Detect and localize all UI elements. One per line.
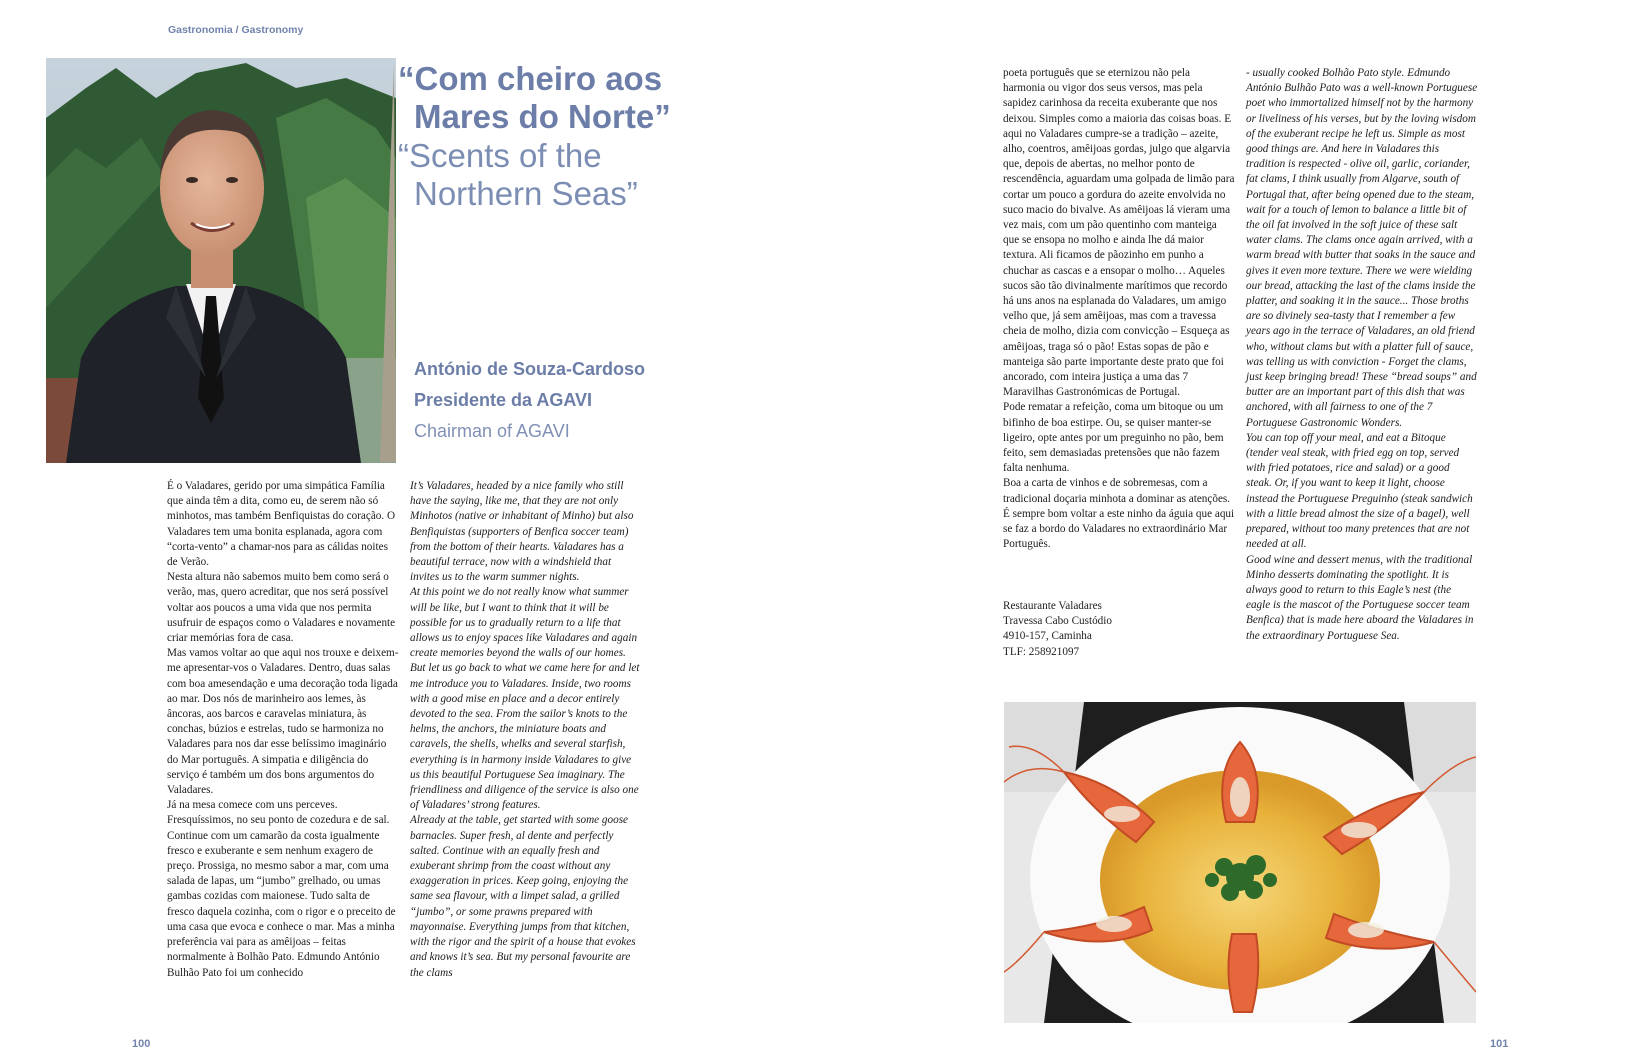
title-pt-line-2: Mares do Norte” xyxy=(414,98,671,135)
article-column-pt-2 xyxy=(1003,66,1235,553)
paragraph: Nesta altura não sabemos muito bem como será o verão, mas, quero acreditar, que nos será possível voltar aos poucos a uma vida que nos permita usufruir de espaços como o Valadares e novamente criar memórias fora de casa. xyxy=(167,571,396,645)
author-role-en: Chairman of AGAVI xyxy=(414,421,570,441)
paragraph: Boa a carta de vinhos e de sobremesas, com a tradicional doçaria minhota a dominar as atenções. É sempre bom voltar a este ninho da águia que aqui se faz a bordo do Valadares no extraordinário Mar Português. xyxy=(1003,477,1235,551)
paragraph: Mas vamos voltar ao que aqui nos trouxe e deixem-me apresentar-vos o Valadares. Dentro, duas salas com boa amesendação e uma decoração toda ligada ao mar. Dos nós de marinheiro aos lemes, às âncoras, aos barcos e caravelas miniatura, às conchas, búzios e estrelas, tudo se harmoniza no Valadares para nos dar esse belíssimo imaginário do Mar português. A simpatia e diligência do serviço é também um dos bons argumentos do Valadares. xyxy=(167,647,399,797)
decorative-divider xyxy=(380,62,396,462)
paragraph: - usually cooked Bolhão Pato style. Edmundo António Bulhão Pato was a well-known Portuguese poet who immortalized himself not by the harmony or liveliness of his verses, but by the loving wisdom of the exuberant recipe he left us. Simple as most good things are. And here in Valadares this tradition is respected - olive oil, garlic, coriander, fat clams, I think usually from Algarve, south of Portugal that, after being opened due to the steam, wait for a touch of lemon to balance a little bit of the oil fat involved in the soft juice of these salt water clams. The clams once again arrived, with a warm bread with butter that soaks in the sauce and gives it even more texture. There we were wielding our bread, attacking the last of the clams inside the platter, and soaking it in the sauce... Those broths are so divinely sea-tasty that I remember a few years ago in the terrace of Valadares, an old friend who, without clams but with a platter full of sauce, was telling us with conviction - Forget the clams, just keep bringing bread! These “bread soups” and butter are an important part of this dish that was anchored, with all fairness to one of the 7 Portuguese Gastronomic Wonders. xyxy=(1246,67,1478,429)
portrait-image xyxy=(46,58,396,463)
author-block xyxy=(414,354,734,447)
dish-photo xyxy=(1004,702,1476,1023)
paragraph: Pode rematar a refeição, coma um bitoque ou um bifinho de boa estirpe. Ou, se quiser manter-se ligeiro, opte antes por um preguinho no pão, bem feito, sem demasiadas pretensões que não fazem falta nenhuma. xyxy=(1003,401,1224,475)
author-name: António de Souza-Cardoso xyxy=(414,359,645,379)
restaurant-address xyxy=(1003,599,1235,660)
restaurant-name: Restaurante Valadares xyxy=(1003,600,1102,612)
paragraph: It’s Valadares, headed by a nice family who still have the saying, like me, that they are not only Minhotos (native or inhabitant of Minho) but also Benfiquistas (supporters of Benfica soccer team) from the bottom of their hearts. Valadares has a beautiful terrace, now with a windshield that invites us to the warm summer nights. xyxy=(410,480,634,584)
paragraph: But let us go back to what we came here for and let me introduce you to Valadares. Inside, two rooms with a good mise en place and a decor entirely devoted to the sea. From the sailor’s knots to the helms, the anchors, the miniature boats and caravels, the shells, whelks and several starfish, everything is in harmony inside Valadares to give us this beautiful Portuguese Sea imaginary. The friendliness and diligence of the service is also one of Valadares’ strong features. xyxy=(410,662,640,812)
dish-image xyxy=(1004,702,1476,1023)
restaurant-city: 4910-157, Caminha xyxy=(1003,630,1092,643)
paragraph: Good wine and dessert menus, with the traditional Minho desserts dominating the spotlight. It is always good to return to this Eagle’s nest (the eagle is the mascot of the Portuguese soccer team Benfica) that is made here aboard the Valadares in the extraordinary Portuguese Sea. xyxy=(1246,553,1474,642)
paragraph: É o Valadares, gerido por uma simpática Família que ainda têm a dita, como eu, de serem não só minhotos, mas também Benfiquistas do coração. O Valadares tem uma bonita esplanada, agora com “corta-vento” a chamar-nos para as cálidas noites de Verão. xyxy=(167,480,396,569)
restaurant-street: Travessa Cabo Custódio xyxy=(1003,615,1112,628)
title-english xyxy=(398,137,758,213)
title-en-line-2: Northern Seas” xyxy=(414,175,638,212)
title-portuguese xyxy=(398,60,758,136)
paragraph: poeta português que se eternizou não pela harmonia ou vigor dos seus versos, mas pela sapidez carinhosa da receita exuberante que nos deixou. Simples como a maioria das coisas boas. E aqui no Valadares cumpre-se a tradição – azeite, alho, coentros, amêijoas gordas, julgo que algarvia que, depois de abertas, no melhor ponto de rescendência, aguardam uma golpada de limão para cortar um pouco a gordura do azeite envolvida no suco macio do bivalve. As amêijoas lá vieram uma vez mais, com um pão quentinho com manteiga que se ensopa no molho e ainda lhe dá maior textura. Ali ficamos de pãozinho em punho a chuchar as cascas e a ensopar o molho… Aqueles sucos são tão divinalmente marítimos que recordo há uns anos na esplanada do Valadares, um amigo velho que, já sem amêijoas, mas com a travessa cheia de molho, dizia com convicção – Esqueça as amêijoas, traga só o pão! Estas sopas de pão e manteiga são parte importante deste prato que foi ancorado, com inteira justiça a uma das 7 Maravilhas Gastronómicas de Portugal. xyxy=(1003,67,1235,399)
section-label: Gastronomia / Gastronomy xyxy=(168,24,304,36)
restaurant-phone: TLF: 258921097 xyxy=(1003,645,1080,658)
page-number-right: 101 xyxy=(1490,1038,1509,1050)
title-pt-line-1: “Com cheiro aos xyxy=(398,60,663,97)
article-column-en-2 xyxy=(1246,66,1478,644)
title-en-line-1: “Scents of the xyxy=(398,137,602,174)
paragraph: You can top off your meal, and eat a Bitoque (tender veal steak, with fried egg on top, served with fried potatoes, rice and salad) or a good steak. Or, if you want to keep it light, choose instead the Portuguese Preguinho (steak sandwich with a little bread almost the size of a bagel), well prepared, without too many pretences that are not needed at all. xyxy=(1246,431,1473,551)
page-number-left: 100 xyxy=(132,1038,151,1050)
paragraph: Already at the table, get started with some goose barnacles. Super fresh, al dente and perfectly salted. Continue with an equally fresh and exuberant shrimp from the coast without any exaggeration in prices. Keep going, enjoying the same sea flavour, with a limpet salad, a grilled “jumbo”, or some prawns prepared with mayonnaise. Everything jumps from that kitchen, with the rigor and the spirit of a house that evokes and knows it’s sea. But my personal favourite are the clams xyxy=(410,814,636,979)
paragraph: Já na mesa comece com uns perceves. Fresquíssimos, no seu ponto de cozedura e de sal. Continue com um camarão da costa igualmente fresco e exuberante e sem nenhum exagero de preço. Prossiga, no mesmo sabor a mar, com uma salada de lapas, um “jumbo” grelhado, ou umas gambas cozidas com maionese. Tudo salta de fresco daquela cozinha, com o rigor e o preceito de uma casa que evoca e conhece o mar. Mas a minha preferência vai para as amêijoas – feitas normalmente à Bolhão Pato. Edmundo António Bulhão Pato foi um conhecido xyxy=(167,799,396,979)
portrait-photo xyxy=(46,58,396,463)
paragraph: At this point we do not really know what summer will be like, but I want to think that it will be possible for us to gradually return to a life that allows us to enjoy spaces like Valadares and again create memories beyond the walls of our homes. xyxy=(410,586,638,660)
author-role-pt: Presidente da AGAVI xyxy=(414,390,593,410)
article-column-en-1 xyxy=(410,479,642,981)
article-column-pt-1 xyxy=(167,479,399,981)
